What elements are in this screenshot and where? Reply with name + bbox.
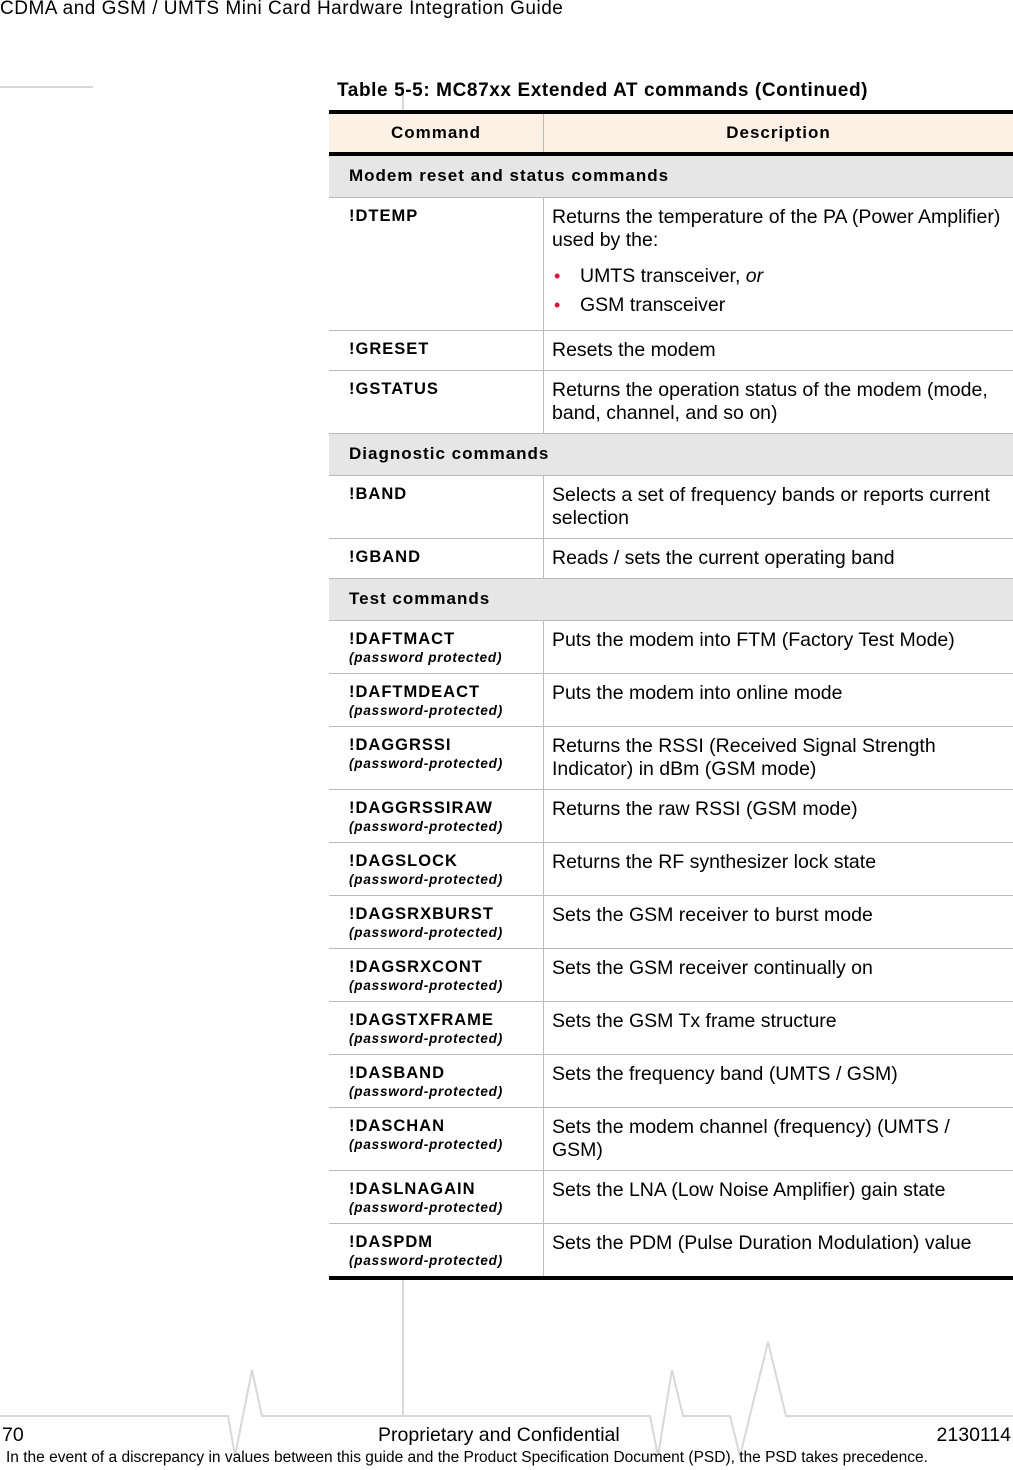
table-row	[329, 1171, 1013, 1224]
table-row	[329, 371, 1013, 434]
command-cell	[329, 843, 544, 896]
command-cell	[329, 1224, 544, 1279]
command-note: (password protected)	[349, 650, 533, 665]
command-cell	[329, 476, 544, 539]
description-cell: Reads / sets the current operating band	[544, 539, 1013, 579]
command-name: !GBAND	[349, 548, 421, 566]
command-note: (password-protected)	[349, 872, 533, 887]
description-cell: Returns the RSSI (Received Signal Strength Indicator) in dBm (GSM mode)	[544, 727, 1013, 790]
description-cell: Returns the raw RSSI (GSM mode)	[544, 790, 1013, 843]
table-row	[329, 198, 1013, 331]
command-name: !BAND	[349, 485, 407, 503]
command-name: !DAFTMDEACT	[349, 683, 480, 701]
table-row	[329, 331, 1013, 371]
command-name: !DASPDM	[349, 1233, 433, 1251]
description-cell: Puts the modem into FTM (Factory Test Mode)	[544, 621, 1013, 674]
command-cell	[329, 539, 544, 579]
document-number: 2130114	[937, 1424, 1011, 1447]
command-cell	[329, 949, 544, 1002]
description-cell: Sets the PDM (Pulse Duration Modulation) value	[544, 1224, 1013, 1279]
at-commands-table	[329, 110, 1013, 1280]
command-cell	[329, 790, 544, 843]
command-name: !DAFTMACT	[349, 630, 455, 648]
command-note: (password-protected)	[349, 756, 533, 771]
table-row	[329, 1002, 1013, 1055]
section-row	[329, 579, 1013, 621]
column-header-description: Description	[544, 112, 1013, 154]
command-note: (password-protected)	[349, 703, 533, 718]
table-row	[329, 1108, 1013, 1171]
page-number: 70	[2, 1424, 24, 1447]
table-row	[329, 790, 1013, 843]
description-cell: Sets the GSM receiver to burst mode	[544, 896, 1013, 949]
bullet-icon: •	[554, 262, 560, 291]
decorative-rule	[0, 86, 93, 88]
command-cell	[329, 896, 544, 949]
command-note: (password-protected)	[349, 1084, 533, 1099]
description-cell: Resets the modem	[544, 331, 1013, 371]
command-note: (password-protected)	[349, 819, 533, 834]
table-caption: Table 5-5: MC87xx Extended AT commands (Continued)	[337, 80, 868, 102]
description-cell: Sets the frequency band (UMTS / GSM)	[544, 1055, 1013, 1108]
confidentiality-label: Proprietary and Confidential	[378, 1424, 620, 1447]
bullet-list	[552, 262, 1003, 320]
command-note: (password-protected)	[349, 1200, 533, 1215]
description-cell: Sets the modem channel (frequency) (UMTS / GSM)	[544, 1108, 1013, 1171]
table-header-row	[329, 112, 1013, 154]
table-row	[329, 1055, 1013, 1108]
bullet-conjunction: or	[746, 265, 763, 287]
command-cell	[329, 371, 544, 434]
command-name: !DTEMP	[349, 207, 418, 225]
list-item	[552, 262, 1003, 291]
command-cell	[329, 621, 544, 674]
section-row	[329, 434, 1013, 476]
command-note: (password-protected)	[349, 978, 533, 993]
command-name: !DASCHAN	[349, 1117, 445, 1135]
page-footer	[0, 1424, 1013, 1448]
command-cell	[329, 1002, 544, 1055]
table-row	[329, 1224, 1013, 1279]
bullet-icon: •	[554, 291, 560, 320]
section-title: Modem reset and status commands	[329, 154, 1013, 198]
table-row	[329, 476, 1013, 539]
command-name: !DASLNAGAIN	[349, 1180, 476, 1198]
command-name: !DASBAND	[349, 1064, 445, 1082]
table-row	[329, 674, 1013, 727]
description-cell: Returns the RF synthesizer lock state	[544, 843, 1013, 896]
command-note: (password-protected)	[349, 1031, 533, 1046]
command-cell	[329, 331, 544, 371]
description-text: Returns the temperature of the PA (Power Amplifier) used by the:	[552, 206, 1000, 251]
command-cell	[329, 198, 544, 331]
section-title: Test commands	[329, 579, 1013, 621]
description-cell: Sets the LNA (Low Noise Amplifier) gain state	[544, 1171, 1013, 1224]
section-row	[329, 154, 1013, 198]
footer-disclaimer: In the event of a discrepancy in values between this guide and the Product Specification Document (PSD), the PSD takes precedence.	[6, 1449, 928, 1467]
command-name: !DAGSRXBURST	[349, 905, 494, 923]
command-name: !GSTATUS	[349, 380, 439, 398]
description-cell: Puts the modem into online mode	[544, 674, 1013, 727]
table-row	[329, 539, 1013, 579]
command-cell	[329, 674, 544, 727]
command-name: !DAGGRSSI	[349, 736, 452, 754]
command-cell	[329, 1055, 544, 1108]
column-header-command: Command	[329, 112, 544, 154]
command-note: (password-protected)	[349, 1253, 533, 1268]
table-row	[329, 843, 1013, 896]
running-header-title: CDMA and GSM / UMTS Mini Card Hardware Integration Guide	[0, 0, 563, 20]
command-cell	[329, 1171, 544, 1224]
table-row	[329, 949, 1013, 1002]
bullet-text: GSM transceiver	[580, 294, 725, 316]
command-note: (password-protected)	[349, 1137, 533, 1152]
command-name: !DAGSRXCONT	[349, 958, 483, 976]
table-row	[329, 896, 1013, 949]
command-cell	[329, 1108, 544, 1171]
description-cell: Sets the GSM Tx frame structure	[544, 1002, 1013, 1055]
command-cell	[329, 727, 544, 790]
command-name: !DAGGRSSIRAW	[349, 799, 493, 817]
description-cell: Returns the operation status of the modem (mode, band, channel, and so on)	[544, 371, 1013, 434]
command-note: (password-protected)	[349, 925, 533, 940]
command-name: !GRESET	[349, 340, 429, 358]
description-cell: Sets the GSM receiver continually on	[544, 949, 1013, 1002]
description-cell	[544, 198, 1013, 331]
table-row	[329, 621, 1013, 674]
command-name: !DAGSLOCK	[349, 852, 458, 870]
table-row	[329, 727, 1013, 790]
command-name: !DAGSTXFRAME	[349, 1011, 494, 1029]
list-item	[552, 291, 1003, 320]
section-title: Diagnostic commands	[329, 434, 1013, 476]
bullet-text: UMTS transceiver,	[580, 265, 746, 287]
description-cell: Selects a set of frequency bands or reports current selection	[544, 476, 1013, 539]
